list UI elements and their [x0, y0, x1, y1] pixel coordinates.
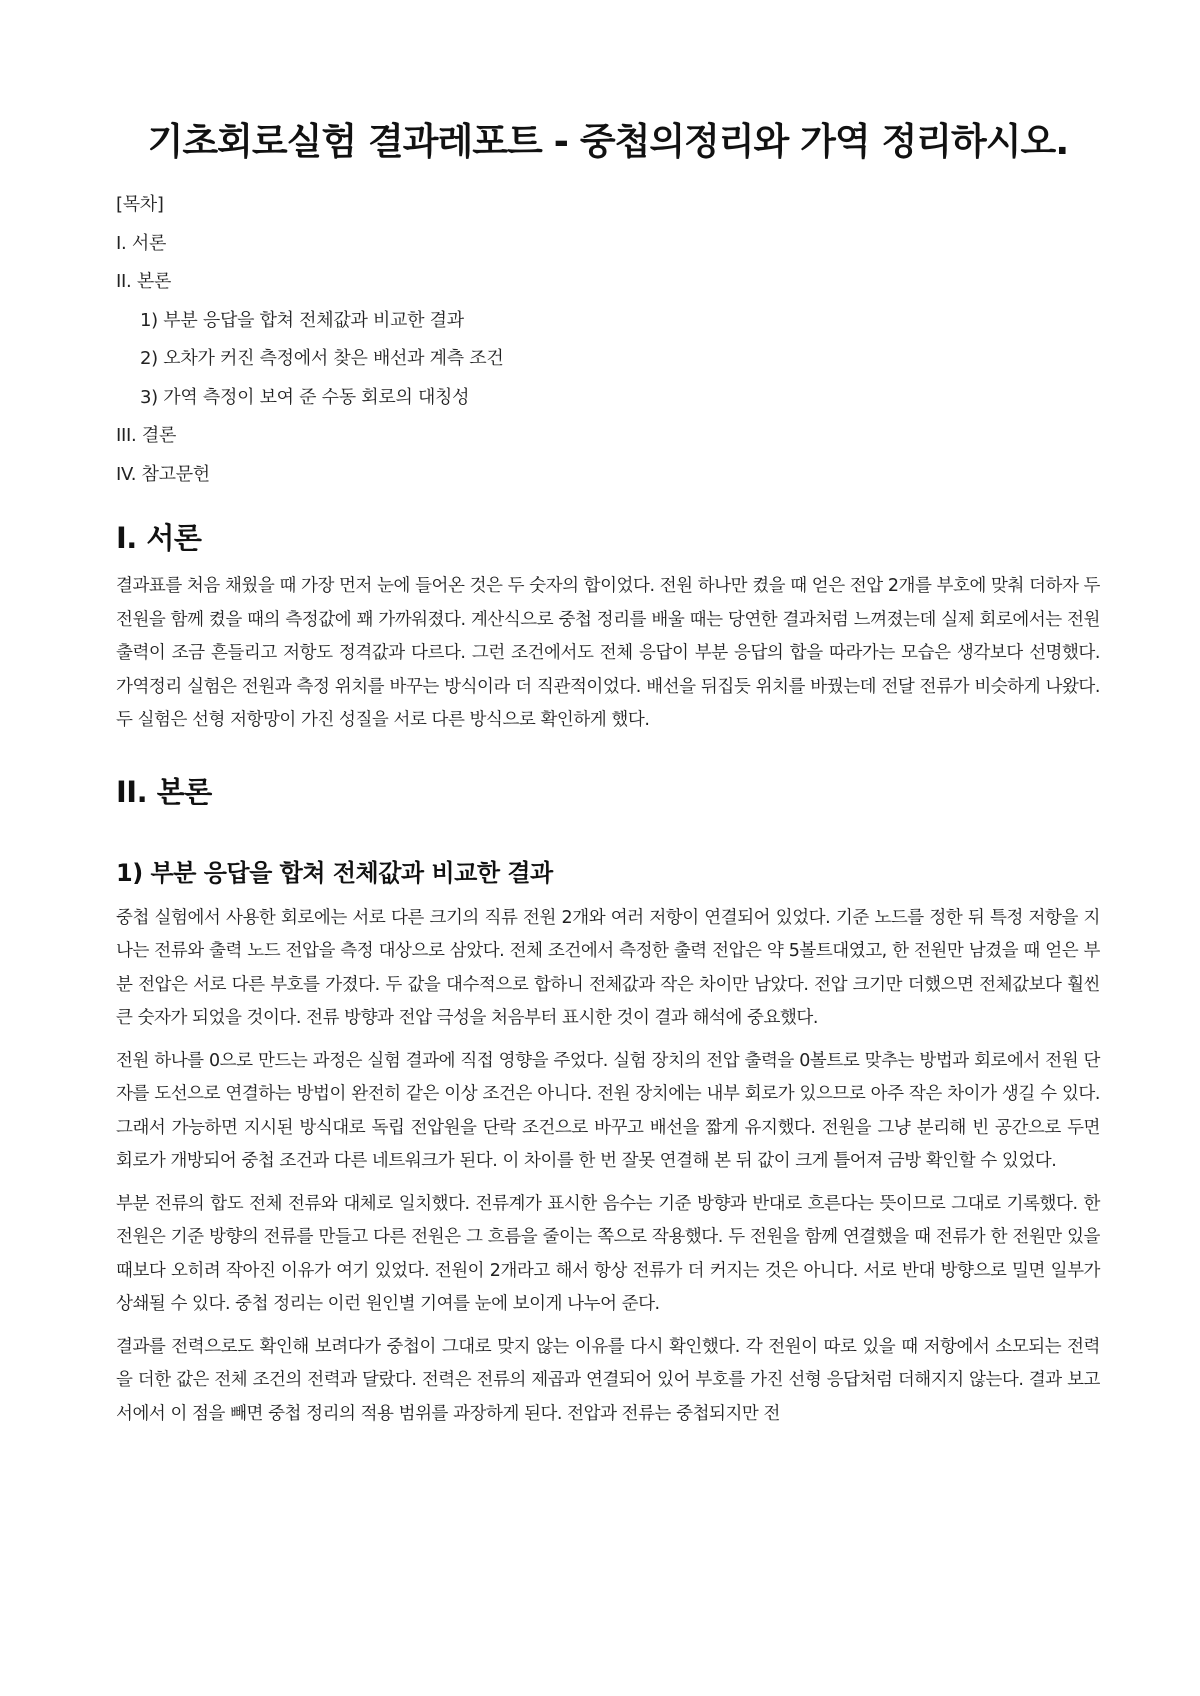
intro-paragraph: 결과표를 처음 채웠을 때 가장 먼저 눈에 들어온 것은 두 숫자의 합이었다. 전원 하나만 켰을 때 얻은 전압 2개를 부호에 맞춰 더하자 두 전원을 함께 켰을 때의 측정값에 꽤 가까워졌다. 계산식으로 중첩 정리를 배울 때는 당연한 결과처럼 느껴졌는데 실제 회로에서는 전원 출력이 조금 흔들리고 저항도 정격값과 다르다. 그런 조건에서도 전체 응답이 부분 응답의 합을 따라가는 모습은 생각보다 선명했다. 가역정리 실험은 전원과 측정 위치를 바꾸는 방식이라 더 직관적이었다. 배선을 뒤집듯 위치를 바꿨는데 전달 전류가 비슷하게 나왔다. 두 실험은 선형 저항망이 가진 성질을 서로 다른 방식으로 확인하게 했다. [116, 576, 1100, 730]
toc-heading: [목차] [116, 194, 164, 215]
subsection-heading-1: 1) 부분 응답을 합쳐 전체값과 비교한 결과 [116, 858, 553, 887]
toc-item: II. 본론 [116, 271, 172, 292]
body-paragraph: 전원 하나를 0으로 만드는 과정은 실험 결과에 직접 영향을 주었다. 실험 장치의 전압 출력을 0볼트로 맞추는 방법과 회로에서 전원 단자를 도선으로 연결하는 방법이 완전히 같은 이상 조건은 아니다. 전원 장치에는 내부 회로가 있으므로 아주 작은 차이가 생길 수 있다. 그래서 가능하면 지시된 방식대로 독립 전압원을 단락 조건으로 바꾸고 배선을 짧게 유지했다. 전원을 그냥 분리해 빈 공간으로 두면 회로가 개방되어 중첩 조건과 다른 네트워크가 된다. 이 차이를 한 번 잘못 연결해 본 뒤 값이 크게 틀어져 금방 확인할 수 있었다. [116, 1050, 1100, 1171]
section-heading-body: II. 본론 [116, 774, 212, 809]
toc-subitem: 2) 오차가 커진 측정에서 찾은 배선과 계측 조건 [140, 348, 504, 369]
body-paragraph: 부분 전류의 합도 전체 전류와 대체로 일치했다. 전류계가 표시한 음수는 기준 방향과 반대로 흐른다는 뜻이므로 그대로 기록했다. 한 전원은 기준 방향의 전류를 만들고 다른 전원은 그 흐름을 줄이는 쪽으로 작용했다. 두 전원을 함께 연결했을 때 전류가 한 전원만 있을 때보다 오히려 작아진 이유가 여기 있었다. 전원이 2개라고 해서 항상 전류가 더 커지는 것은 아니다. 서로 반대 방향으로 밀면 일부가 상쇄될 수 있다. 중첩 정리는 이런 원인별 기여를 눈에 보이게 나누어 준다. [116, 1193, 1100, 1314]
body-paragraph: 결과를 전력으로도 확인해 보려다가 중첩이 그대로 맞지 않는 이유를 다시 확인했다. 각 전원이 따로 있을 때 저항에서 소모되는 전력을 더한 값은 전체 조건의 전력과 달랐다. 전력은 전류의 제곱과 연결되어 있어 부호를 가진 선형 응답처럼 더해지지 않는다. 결과 보고서에서 이 점을 빼면 중첩 정리의 적용 범위를 과장하게 된다. 전압과 전류는 중첩되지만 전 [116, 1336, 1100, 1424]
table-of-contents [116, 186, 1100, 494]
toc-subitem: 1) 부분 응답을 합쳐 전체값과 비교한 결과 [140, 309, 464, 331]
toc-item: I. 서론 [116, 232, 167, 254]
toc-subitem: 3) 가역 측정이 보여 준 수동 회로의 대칭성 [140, 386, 470, 408]
toc-item: III. 결론 [116, 425, 177, 446]
document-title: 기초회로실험 결과레포트 - 중첩의정리와 가역 정리하시오. [147, 120, 1069, 163]
toc-item: IV. 참고문헌 [116, 463, 210, 485]
section-heading-intro: I. 서론 [116, 521, 202, 555]
body-paragraph: 중첩 실험에서 사용한 회로에는 서로 다른 크기의 직류 전원 2개와 여러 저항이 연결되어 있었다. 기준 노드를 정한 뒤 특정 저항을 지나는 전류와 출력 노드 전압을 측정 대상으로 삼았다. 전체 조건에서 측정한 출력 전압은 약 5볼트대였고, 한 전원만 남겼을 때 얻은 부분 전압은 서로 다른 부호를 가졌다. 두 값을 대수적으로 합하니 전체값과 작은 차이만 남았다. 전압 크기만 더했으면 전체값보다 훨씬 큰 숫자가 되었을 것이다. 전류 방향과 전압 극성을 처음부터 표시한 것이 결과 해석에 중요했다. [116, 907, 1100, 1028]
